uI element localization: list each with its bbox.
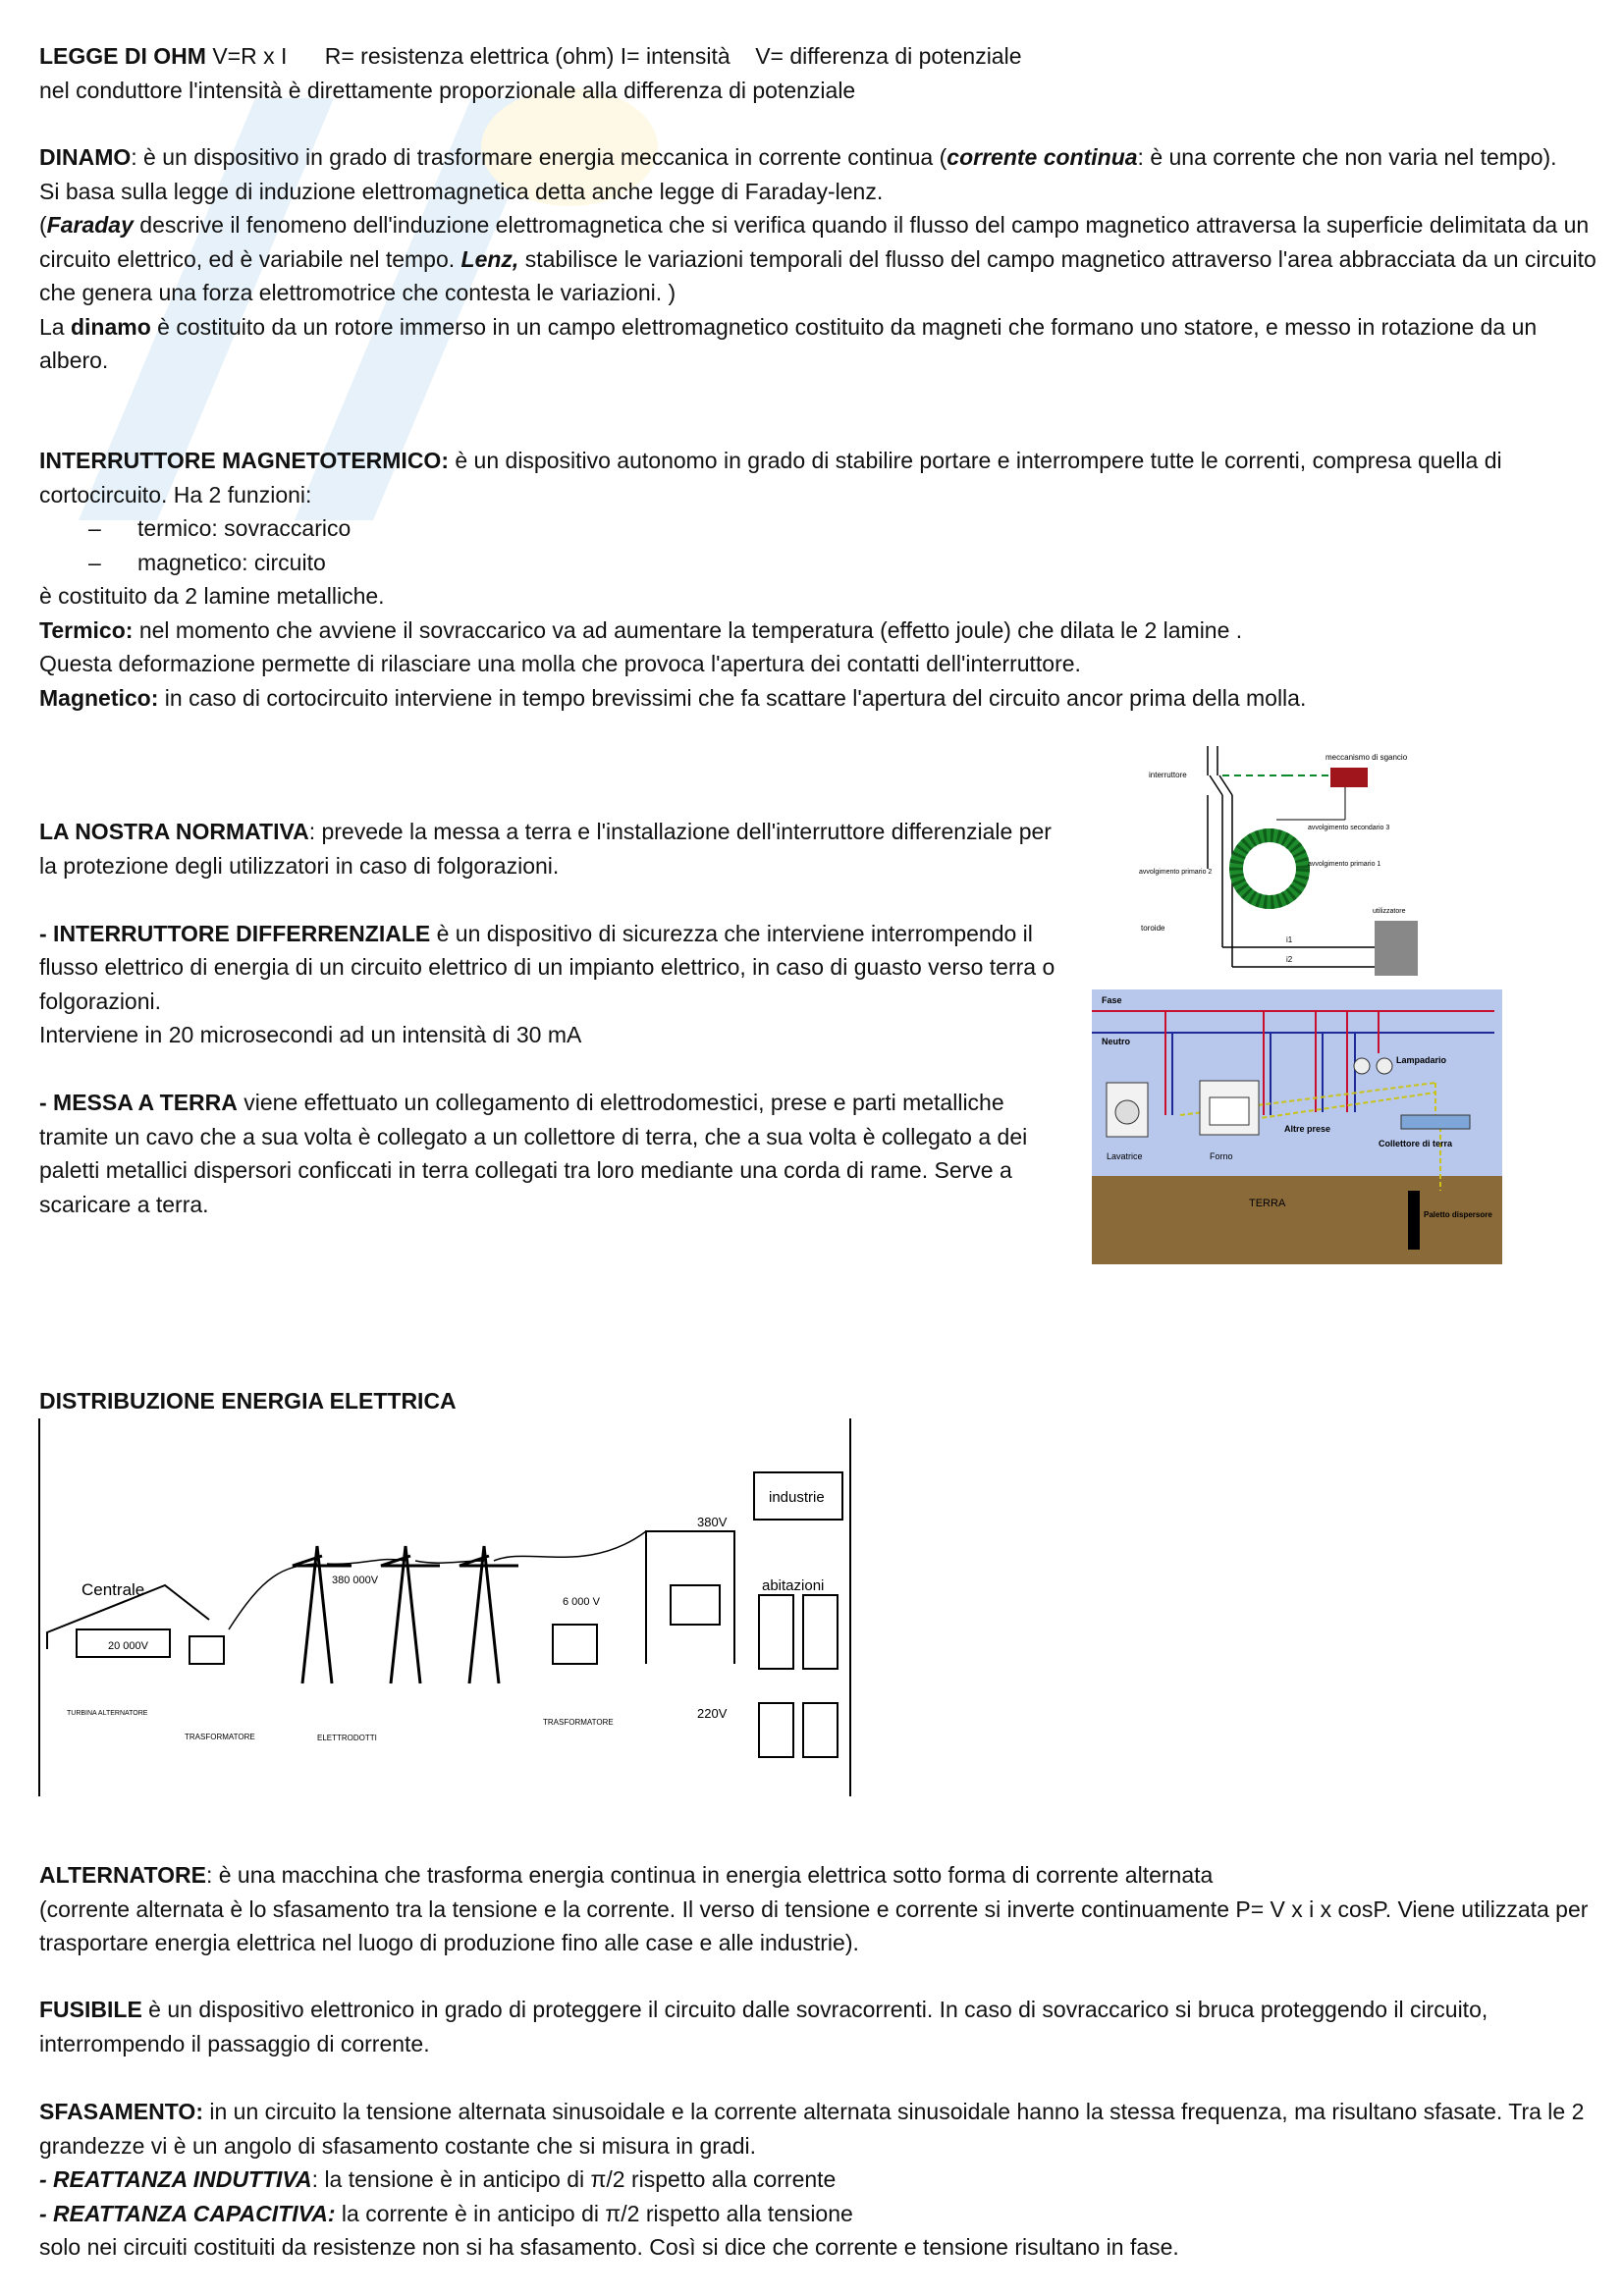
- dinamo-text-2: Si basa sulla legge di induzione elettromagnetica detta anche legge di Faraday-lenz.: [39, 178, 884, 204]
- label-forno: Forno: [1210, 1151, 1233, 1161]
- normativa-section: [39, 815, 1060, 1221]
- distribuzione-section: [39, 1384, 457, 1418]
- dinamo-text-3a: (: [39, 212, 47, 238]
- label-abitazioni: abitazioni: [762, 1577, 825, 1594]
- alternatore-section: [39, 1858, 1600, 1960]
- dinamo-text-1c: : è una corrente che non varia nel tempo).: [1137, 144, 1557, 170]
- label-toroide: toroide: [1141, 924, 1165, 933]
- label-turbina: TURBINA ALTERNATORE: [67, 1710, 148, 1717]
- label-meccanismo: meccanismo di sgancio: [1325, 753, 1408, 762]
- differential-switch-diagram: [1139, 746, 1463, 977]
- dinamo-text-3e: stabilisce le variazioni temporali del flusso del campo magnetico attraverso l'area abbracciata da un circuito che genera una forza elettromotrice che contesta le variazioni. ): [39, 245, 1596, 305]
- label-fase: Fase: [1102, 995, 1122, 1005]
- magnetico-text: in caso di cortocircuito interviene in tempo brevissimi che fa scattare l'apertura del circuito ancor prima della molla.: [158, 684, 1307, 711]
- magnetico-label: Magnetico:: [39, 684, 159, 711]
- differenziale-text: è un dispositivo di sicurezza che interviene interrompendo il flusso elettrico di energia di un circuito elettrico di un impianto elettrico, in caso di guasto verso terra o folgorazioni.: [39, 920, 1055, 1014]
- label-paletto: Paletto dispersore: [1424, 1210, 1492, 1219]
- label-utilizzatore: utilizzatore: [1373, 908, 1406, 915]
- reattanza-induttiva-label: - REATTANZA INDUTTIVA: [39, 2166, 312, 2192]
- label-20000v: 20 000V: [108, 1640, 148, 1652]
- label-lavatrice: Lavatrice: [1107, 1151, 1143, 1161]
- dinamo-text-1: : è un dispositivo in grado di trasformare energia meccanica in corrente continua (: [131, 144, 947, 170]
- label-6000v: 6 000 V: [563, 1596, 600, 1608]
- dinamo-text-3c: descrive il fenomeno dell'induzione elettromagnetica che si verifica quando il flusso del campo magnetico attraversa la superficie delimitata da un circuito elettrico, ed è variabile nel tempo.: [39, 212, 1590, 272]
- sfasamento-section: [39, 2095, 1600, 2265]
- alternatore-title: ALTERNATORE: [39, 1862, 206, 1888]
- distribution-drawing: [37, 1418, 852, 1796]
- label-elettrodotti: ELETTRODOTTI: [317, 1734, 377, 1742]
- magnetotermico-text-3: Questa deformazione permette di rilasciare una molla che provoca l'apertura dei contatti dell'interruttore.: [39, 651, 1081, 676]
- sfasamento-text: in un circuito la tensione alternata sinusoidale e la corrente alternata sinusoidale hanno la stessa frequenza, ma risultano sfasate. Tra le 2 grandezze vi è un angolo di sfasamento costante che si misura in gradi.: [39, 2099, 1585, 2159]
- label-terra: TERRA: [1249, 1198, 1286, 1209]
- alternatore-text-1: : è una macchina che trasforma energia continua in energia elettrica sotto forma di corrente alternata: [205, 1862, 1214, 1888]
- reattanza-induttiva-text: : la tensione è in anticipo di π/2 rispetto alla corrente: [311, 2166, 837, 2192]
- ohm-section: [39, 39, 1581, 107]
- label-neutro: Neutro: [1102, 1037, 1130, 1046]
- magnetotermico-title: INTERRUTTORE MAGNETOTERMICO:: [39, 448, 449, 473]
- normativa-text: : prevede la messa a terra e l'installazione dell'interruttore differenziale per la protezione degli utilizzatori in caso di folgorazioni.: [39, 819, 1052, 879]
- label-industrie: industrie: [769, 1489, 825, 1506]
- label-interruttore: interruttore: [1149, 771, 1187, 779]
- label-380000v: 380 000V: [332, 1575, 379, 1586]
- label-lampadario: Lampadario: [1396, 1055, 1447, 1065]
- distribuzione-title: DISTRIBUZIONE ENERGIA ELETTRICA: [39, 1388, 457, 1414]
- magnetotermico-text-2: è costituito da 2 lamine metalliche.: [39, 583, 385, 609]
- label-altre-prese: Altre prese: [1284, 1124, 1331, 1134]
- label-trasformatore-1: TRASFORMATORE: [185, 1733, 255, 1741]
- fusibile-title: FUSIBILE: [39, 1997, 142, 2022]
- label-centrale: Centrale: [81, 1580, 145, 1599]
- label-avv-pri2: avvolgimento primario 2: [1139, 869, 1213, 876]
- reattanza-capacitiva-text: la corrente è in anticipo di π/2 rispetto alla tensione: [335, 2200, 853, 2226]
- magnetotermico-section: [39, 444, 1600, 715]
- list-item-termico: – termico: sovraccarico: [88, 515, 352, 541]
- ohm-title: LEGGE DI OHM: [39, 43, 206, 69]
- messa-a-terra-title: - MESSA A TERRA: [39, 1090, 238, 1115]
- dinamo-bold: dinamo: [70, 313, 151, 340]
- differenziale-title: - INTERRUTTORE DIFFERRENZIALE: [39, 920, 431, 946]
- fusibile-text: è un dispositivo elettronico in grado di proteggere il circuito dalle sovracorrenti. In caso di sovraccarico si bruca proteggendo il circuito, interrompendo il passaggio di corrente.: [39, 1997, 1488, 2056]
- normativa-title: LA NOSTRA NORMATIVA: [39, 819, 309, 844]
- dinamo-text-4a: La: [39, 313, 71, 340]
- label-collettore: Collettore di terra: [1379, 1139, 1453, 1148]
- fusibile-section: [39, 1993, 1600, 2060]
- reattanza-capacitiva-label: - REATTANZA CAPACITIVA:: [39, 2200, 336, 2226]
- alternatore-text-2: (corrente alternata è lo sfasamento tra la tensione e la corrente. Il verso di tensione e corrente si inverte continuamente P= V x i x cosP. Viene utilizzata per trasportare energia elettrica nel luogo di produzione fino alle case e alle industrie).: [39, 1896, 1589, 1955]
- label-220v: 220V: [697, 1706, 728, 1721]
- dinamo-faraday: Faraday: [46, 212, 134, 238]
- dinamo-text-4c: è costituito da un rotore immerso in un campo elettromagnetico costituito da magneti che formano uno statore, e messo in rotazione da un albero.: [39, 313, 1538, 373]
- label-avv-sec: avvolgimento secondario 3: [1308, 825, 1390, 831]
- label-i1: i1: [1286, 935, 1293, 944]
- dinamo-text-1b: corrente continua: [947, 144, 1138, 170]
- label-i2: i2: [1286, 955, 1293, 964]
- grounding-diagram: [1092, 989, 1502, 1264]
- dinamo-lenz: Lenz,: [460, 245, 519, 272]
- label-avv-pri1: avvolgimento primario 1: [1308, 861, 1381, 868]
- sfasamento-title: SFASAMENTO:: [39, 2099, 203, 2124]
- dinamo-title: DINAMO: [39, 144, 132, 170]
- ohm-formula: V=R x I R= resistenza elettrica (ohm) I= intensità V= differenza di potenziale: [205, 43, 1022, 69]
- list-item-magnetico: – magnetico: circuito: [88, 549, 326, 575]
- messa-a-terra-text: viene effettuato un collegamento di elettrodomestici, prese e parti metalliche tramite un cavo che a sua volta è collegato a un collettore di terra, che a sua volta è collegato a dei paletti metallici dispersori conficcati in terra collegati tra loro mediante una corda di rame. Serve a scaricare a terra.: [39, 1090, 1028, 1217]
- sfasamento-text-2: solo nei circuiti costituiti da resistenze non si ha sfasamento. Così si dice che corrente e tensione risultano in fase.: [39, 2234, 1179, 2260]
- ohm-text: nel conduttore l'intensità è direttamente proporzionale alla differenza di potenziale: [39, 77, 856, 103]
- dinamo-section: [39, 140, 1600, 378]
- label-380v: 380V: [697, 1515, 728, 1529]
- magnetotermico-text-1: è un dispositivo autonomo in grado di stabilire portare e interrompere tutte le correnti, compresa quella di cortocircuito. Ha 2 funzioni:: [39, 448, 1502, 507]
- termico-text: nel momento che avviene il sovraccarico va ad aumentare la temperatura (effetto joule) che dilata le 2 lamine .: [133, 616, 1243, 643]
- termico-label: Termico:: [39, 616, 134, 643]
- differenziale-text-2: Interviene in 20 microsecondi ad un intensità di 30 mA: [39, 1022, 582, 1047]
- label-trasformatore-2: TRASFORMATORE: [543, 1718, 614, 1727]
